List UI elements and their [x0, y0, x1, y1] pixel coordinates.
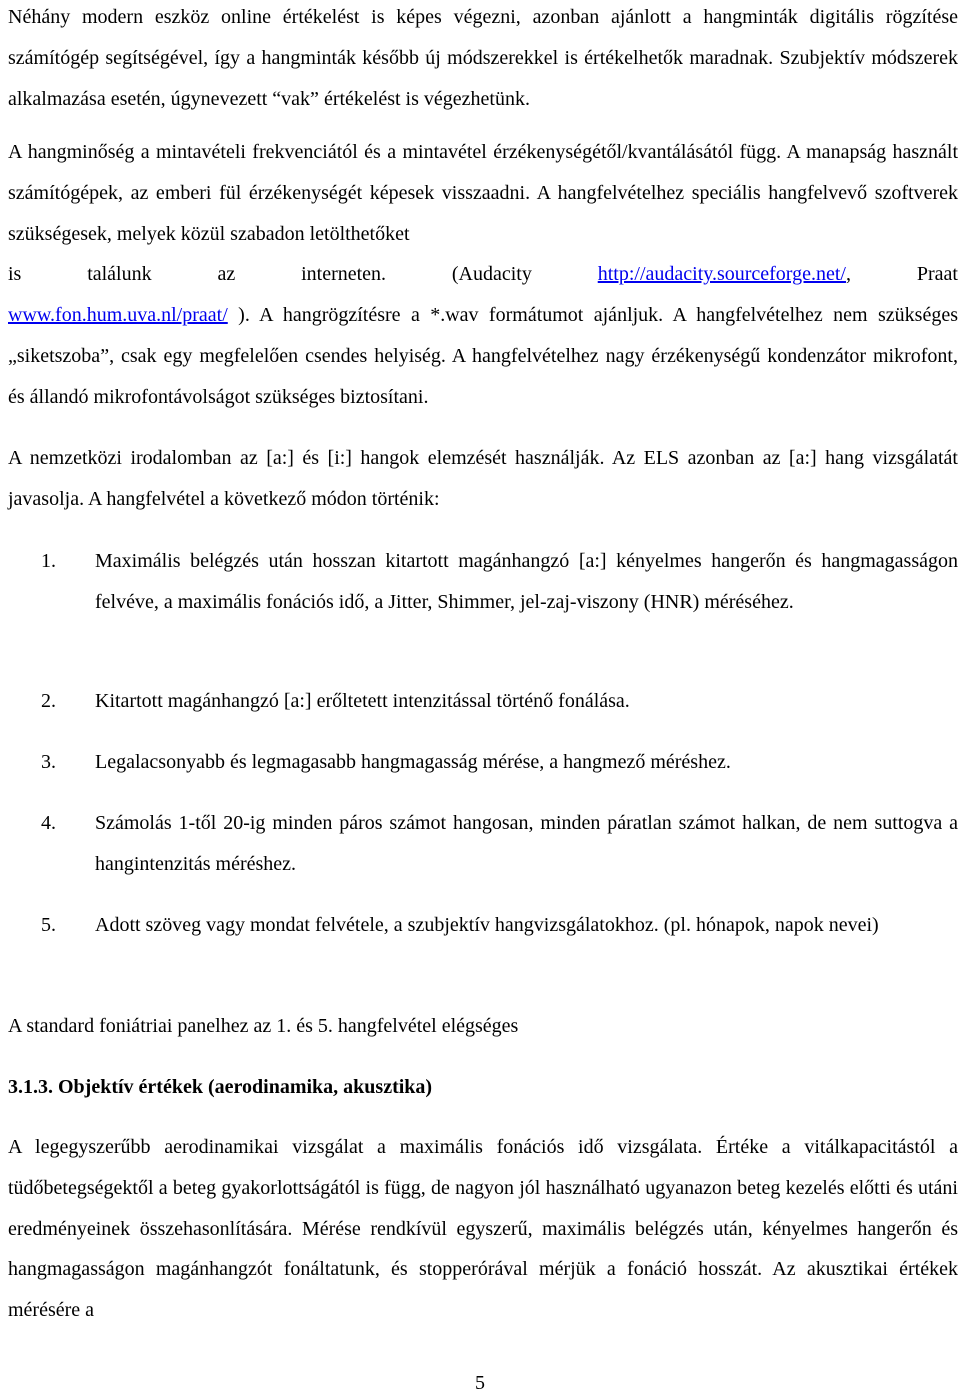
recording-format-text: ). A hangrögzítésre a *.wav formátumot ajánljuk. A hangfelvételhez nem szükséges „siketszoba”, csak egy megfelelően csendes helyiség. A hangfelvételhez nagy érzékenységű kondenzátor mikrofont, és állandó mikrofontávolságot szükséges biztosítani. [8, 304, 958, 408]
list-text: Maximális belégzés után hosszan kitartott magánhangzó [a:] kényelmes hangerőn és hangmagasságon felvéve, a maximális fonációs idő, a Jitter, Shimmer, jel-zaj-viszony (HNR) méréséhez. [95, 550, 958, 613]
paragraph-sound-quality [8, 132, 958, 254]
paragraph-digital-recording: Néhány modern eszköz online értékelést is képes végezni, azonban ajánlott a hangminták digitális rögzítése számítógép segítségével, így a hangminták később új módszerekkel is értékelhetők maradnak. Szubjektív módszerek alkalmazása esetén, úgynevezett “vak” értékelést is végezhetünk. [8, 6, 958, 110]
word-praat: Praat [916, 263, 958, 285]
word-az: az [217, 263, 236, 285]
word-talalunk: találunk [87, 263, 152, 285]
section-heading: 3.1.3. Objektív értékek (aerodinamika, akusztika) [8, 1076, 433, 1098]
audacity-link-group [598, 254, 851, 295]
list-text: Adott szöveg vagy mondat felvétele, a szubjektív hangvizsgálatokhoz. (pl. hónapok, napok nevei) [95, 914, 879, 936]
list-text: Kitartott magánhangzó [a:] erőltetett intenzitással történő fonálása. [95, 690, 630, 712]
list-text: Legalacsonyabb és legmagasabb hangmagasság mérése, a hangmező méréshez. [95, 751, 731, 773]
sound-quality-text: A hangminőség a mintavételi frekvenciától és a mintavétel érzékenységétől/kvantálásától függ. A manapság használt számítógépek, az emberi fül érzékenységét képesek visszaadni. A hangfelvételhez speciális hangfelvevő szoftverek szükségesek, melyek közül szabadon letölthetőket [8, 141, 958, 245]
word-is: is [8, 263, 22, 285]
word-audacity: (Audacity [451, 263, 532, 285]
comma: , [845, 263, 851, 285]
list-number: 5. [41, 914, 56, 936]
page-number: 5 [475, 1372, 485, 1394]
word-interneten: interneten. [301, 263, 387, 285]
list-number: 2. [41, 690, 56, 712]
software-line [8, 254, 958, 295]
praat-link[interactable]: www.fon.hum.uva.nl/praat/ [8, 304, 228, 326]
paragraph-international: A nemzetközi irodalomban az [a:] és [i:] hangok elemzését használják. Az ELS azonban az [a:] hang vizsgálatát javasolja. A hangfelvétel a következő módon történik: [8, 447, 958, 510]
list-number: 4. [41, 812, 56, 834]
paragraph-aerodynamics: A legegyszerűbb aerodinamikai vizsgálat a maximális fonációs idő vizsgálata. Értéke a vitálkapacitástól a tüdőbetegségektől a beteg gyakorlottságától is függ, de nagyon jól használható ugyanazon beteg kezelés előtti és utáni eredményeinek összehasonlítására. Mérése rendkívül egyszerű, maximális belégzés után, kényelmes hangerőn és hangmagasságon magánhangzót fonáltatunk, és stopperórával mérjük a fonáció hosszát. Az akusztikai értékek mérésére a [8, 1136, 958, 1322]
list-number: 3. [41, 751, 56, 773]
paragraph-recording-format [8, 295, 958, 417]
standard-panel-note: A standard foniátriai panelhez az 1. és 5. hangfelvétel elégséges [8, 1015, 519, 1037]
list-text: Számolás 1-től 20-ig minden páros számot hangosan, minden páratlan számot halkan, de nem suttogva a hangintenzitás méréshez. [95, 812, 958, 875]
audacity-link[interactable]: http://audacity.sourceforge.net/ [597, 263, 846, 285]
list-number: 1. [41, 550, 56, 572]
